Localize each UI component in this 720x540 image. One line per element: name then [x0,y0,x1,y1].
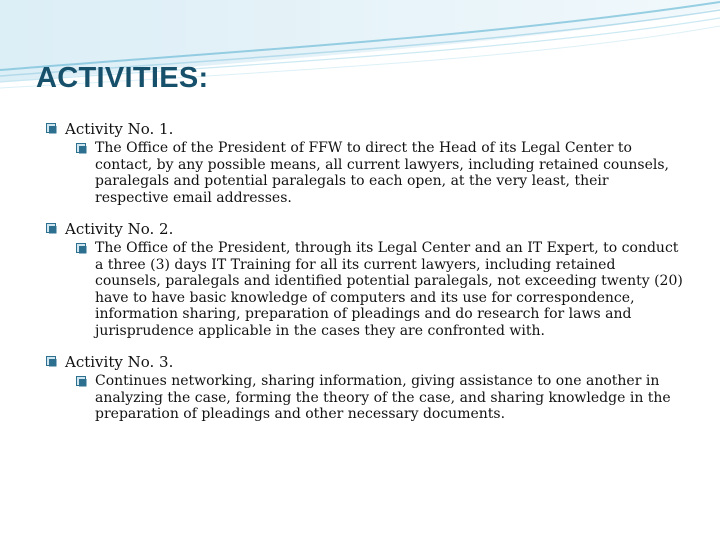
checkbox-bullet-icon [76,143,87,154]
activity-heading: Activity No. 2. [65,220,174,238]
activity-heading: Activity No. 1. [65,120,174,138]
checkbox-bullet-icon [76,243,87,254]
checkbox-bullet-icon [76,376,87,387]
activity-detail: The Office of the President, through its Legal Center and an IT Expert, to conduct a three (3) days IT Training for all its current lawyers, including retained counsels, paralegals and identified potential paralegals, not exceeding twenty (20) have to have basic knowledge of computers and its use for correspondence, information sharing, preparation of pleadings and do research for laws and jurisprudence applicable in the cases they are confronted with. [95,240,683,339]
checkbox-bullet-icon [46,356,57,367]
activities-list [46,120,696,437]
activity-detail: The Office of the President of FFW to direct the Head of its Legal Center to contact, by any possible means, all current lawyers, including retained counsels, paralegals and potential paralegals to each open, at the very least, their respective email addresses. [95,140,669,206]
activity-detail: Continues networking, sharing information, giving assistance to one another in analyzing the case, forming the theory of the case, and sharing knowledge in the preparation of pleadings and other necessary documents. [95,373,671,422]
activity-item [46,353,696,423]
activity-heading: Activity No. 3. [65,353,174,371]
slide-title: ACTIVITIES: [36,62,209,94]
checkbox-bullet-icon [46,123,57,134]
activity-item [46,120,696,206]
checkbox-bullet-icon [46,223,57,234]
activity-item [46,220,696,339]
